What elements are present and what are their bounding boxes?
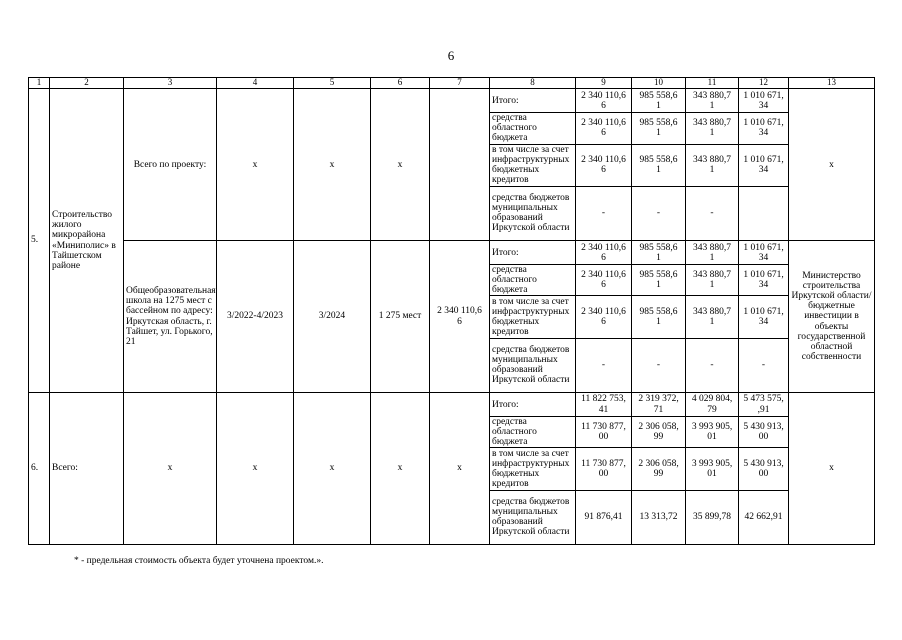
amount-cell: 985 558,6 1: [632, 144, 686, 186]
project-period-cell: x: [217, 89, 294, 241]
project-capacity-cell: x: [371, 89, 430, 241]
amount-cell: 343 880,7 1: [686, 296, 739, 338]
column-number: 9: [576, 78, 632, 89]
column-number: 13: [789, 78, 875, 89]
amount-cell: -: [686, 186, 739, 240]
amount-cell: 4 029 804, 79: [686, 392, 739, 416]
total-col6-cell: x: [371, 392, 430, 544]
table-row: [29, 392, 875, 416]
funding-source-label: средства бюджетов муниципальных образований Иркутской области: [490, 490, 576, 544]
amount-cell: 1 010 671, 34: [739, 296, 789, 338]
amount-cell: 11 730 877, 00: [576, 417, 632, 448]
amount-cell: 5 473 575, ,91: [739, 392, 789, 416]
column-number: 1: [29, 78, 50, 89]
amount-cell: 2 340 110,6 6: [576, 89, 632, 113]
amount-cell: 343 880,7 1: [686, 89, 739, 113]
amount-cell: 343 880,7 1: [686, 265, 739, 296]
amount-cell: 5 430 913, 00: [739, 448, 789, 490]
column-number: 12: [739, 78, 789, 89]
amount-cell: 1 010 671, 34: [739, 144, 789, 186]
table-row: [29, 241, 875, 265]
school-responsible-cell: Министерство строительства Иркутской области/ бюджетные инвестиции в объекты государственной областной собственности: [789, 241, 875, 393]
column-number: 11: [686, 78, 739, 89]
funding-source-label: средства бюджетов муниципальных образований Иркутской области: [490, 186, 576, 240]
total-col4-cell: x: [217, 392, 294, 544]
amount-cell: 2 340 110,6 6: [576, 113, 632, 144]
school-name-cell: Общеобразовательная школа на 1275 мест с бассейном по адресу: Иркутская область, г. Тайшет, ул. Горького, 21: [124, 241, 217, 393]
amount-cell: 11 822 753, 41: [576, 392, 632, 416]
funding-source-label: средства областного бюджета: [490, 417, 576, 448]
amount-cell: 2 340 110,6 6: [576, 241, 632, 265]
funding-source-label: в том числе за счет инфраструктурных бюджетных кредитов: [490, 144, 576, 186]
amount-cell: 343 880,7 1: [686, 144, 739, 186]
column-number: 8: [490, 78, 576, 89]
amount-cell: -: [576, 186, 632, 240]
project-responsible-cell: x: [789, 89, 875, 241]
object-name-cell: Строительство жилого микрорайона «Миниполис» в Тайшетском районе: [50, 89, 124, 393]
column-number: 3: [124, 78, 217, 89]
amount-cell: 2 306 058, 99: [632, 448, 686, 490]
school-capacity-cell: 1 275 мест: [371, 241, 430, 393]
total-col13-cell: x: [789, 392, 875, 544]
column-number: 2: [50, 78, 124, 89]
project-cost-cell: [430, 89, 490, 241]
amount-cell: 91 876,41: [576, 490, 632, 544]
amount-cell: 11 730 877, 00: [576, 448, 632, 490]
table-row: [29, 89, 875, 113]
amount-cell: 343 880,7 1: [686, 113, 739, 144]
school-deadline-cell: 3/2024: [294, 241, 371, 393]
amount-cell: -: [632, 338, 686, 392]
column-number: 6: [371, 78, 430, 89]
column-number: 4: [217, 78, 294, 89]
grand-total-label: Всего:: [50, 392, 124, 544]
column-number: 7: [430, 78, 490, 89]
amount-cell: -: [739, 338, 789, 392]
amount-cell: 3 993 905, 01: [686, 417, 739, 448]
amount-cell: 985 558,6 1: [632, 89, 686, 113]
total-col3-cell: x: [124, 392, 217, 544]
amount-cell: 985 558,6 1: [632, 113, 686, 144]
total-col5-cell: x: [294, 392, 371, 544]
amount-cell: 985 558,6 1: [632, 296, 686, 338]
amount-cell: 1 010 671, 34: [739, 265, 789, 296]
amount-cell: 2 306 058, 99: [632, 417, 686, 448]
column-number-row: [29, 78, 875, 89]
amount-cell: 343 880,7 1: [686, 241, 739, 265]
footnote: * - предельная стоимость объекта будет уточнена проектом.».: [74, 556, 324, 566]
funding-source-label: Итого:: [490, 241, 576, 265]
amount-cell: 35 899,78: [686, 490, 739, 544]
school-cost-cell: 2 340 110,6 6: [430, 241, 490, 393]
amount-cell: [739, 186, 789, 240]
amount-cell: 2 319 372, 71: [632, 392, 686, 416]
amount-cell: -: [632, 186, 686, 240]
column-number: 5: [294, 78, 371, 89]
funding-source-label: средства областного бюджета: [490, 113, 576, 144]
column-number: 10: [632, 78, 686, 89]
amount-cell: 42 662,91: [739, 490, 789, 544]
funding-source-label: в том числе за счет инфраструктурных бюджетных кредитов: [490, 448, 576, 490]
school-period-cell: 3/2022-4/2023: [217, 241, 294, 393]
amount-cell: 985 558,6 1: [632, 265, 686, 296]
amount-cell: 13 313,72: [632, 490, 686, 544]
total-col7-cell: x: [430, 392, 490, 544]
funding-source-label: Итого:: [490, 392, 576, 416]
amount-cell: 985 558,6 1: [632, 241, 686, 265]
amount-cell: 1 010 671, 34: [739, 89, 789, 113]
amount-cell: 1 010 671, 34: [739, 113, 789, 144]
amount-cell: 1 010 671, 34: [739, 241, 789, 265]
page-number: 6: [447, 48, 455, 63]
amount-cell: -: [686, 338, 739, 392]
funding-source-label: средства бюджетов муниципальных образований Иркутской области: [490, 338, 576, 392]
funding-source-label: в том числе за счет инфраструктурных бюджетных кредитов: [490, 296, 576, 338]
funding-source-label: средства областного бюджета: [490, 265, 576, 296]
amount-cell: 2 340 110,6 6: [576, 296, 632, 338]
amount-cell: 2 340 110,6 6: [576, 144, 632, 186]
financing-table: [28, 77, 875, 545]
funding-source-label: Итого:: [490, 89, 576, 113]
project-total-label: Всего по проекту:: [124, 89, 217, 241]
amount-cell: 5 430 913, 00: [739, 417, 789, 448]
amount-cell: -: [576, 338, 632, 392]
amount-cell: 3 993 905, 01: [686, 448, 739, 490]
amount-cell: 2 340 110,6 6: [576, 265, 632, 296]
project-deadline-cell: x: [294, 89, 371, 241]
row-number: 6.: [29, 392, 50, 544]
row-number: 5.: [29, 89, 50, 393]
